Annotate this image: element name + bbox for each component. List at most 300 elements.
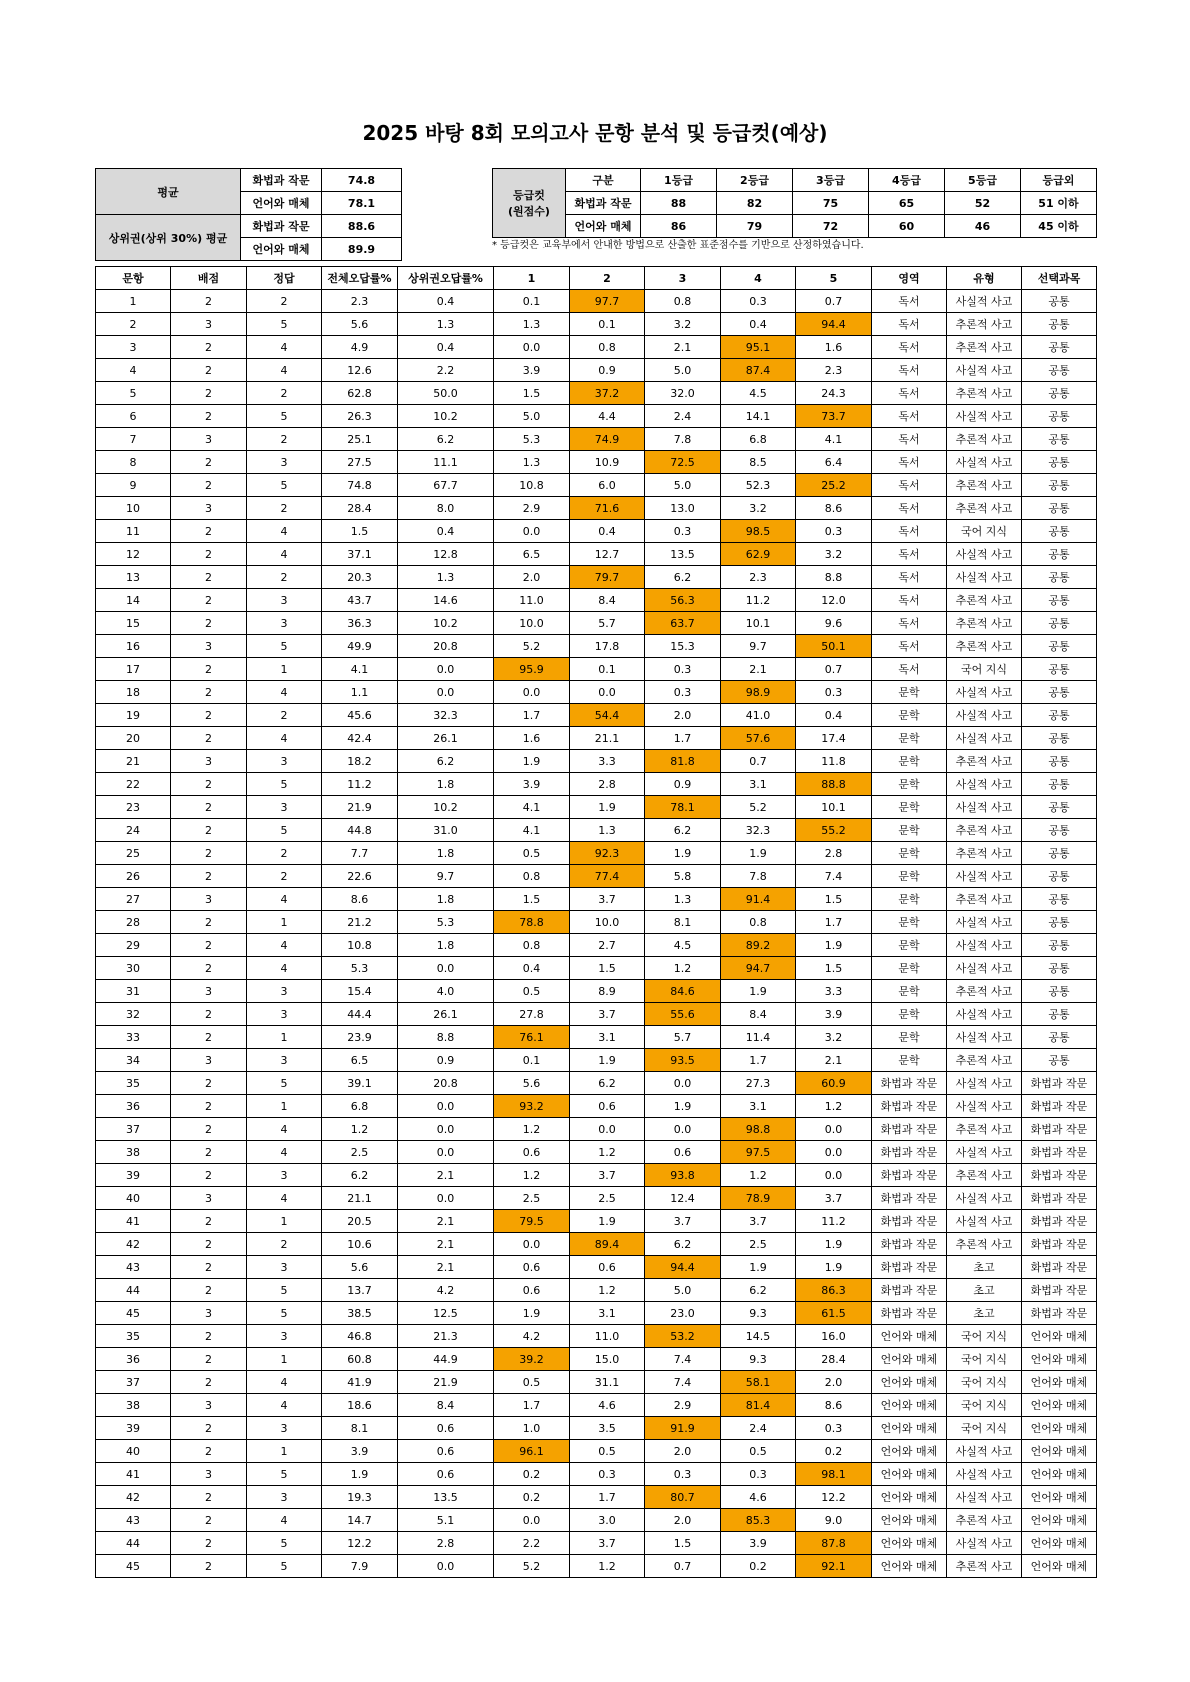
choice-1-rate-cell: 0.8 xyxy=(494,865,570,888)
top-error-rate-cell: 6.2 xyxy=(398,750,494,773)
choice-1-rate-cell: 1.2 xyxy=(494,1164,570,1187)
choice-3-rate-cell: 1.9 xyxy=(645,1095,721,1118)
choice-2-rate-cell: 1.2 xyxy=(570,1141,645,1164)
question-number-cell: 39 xyxy=(96,1164,171,1187)
table-row xyxy=(96,405,1097,428)
top-error-rate-cell: 1.8 xyxy=(398,888,494,911)
top-error-rate-cell: 0.4 xyxy=(398,336,494,359)
choice-4-rate-cell: 32.3 xyxy=(721,819,796,842)
choice-5-rate-cell: 3.7 xyxy=(796,1187,872,1210)
table-row xyxy=(96,1072,1097,1095)
top-error-rate-cell: 0.0 xyxy=(398,681,494,704)
points-cell: 2 xyxy=(171,1210,247,1233)
choice-4-rate-cell: 3.2 xyxy=(721,497,796,520)
question-number-cell: 37 xyxy=(96,1371,171,1394)
choice-2-rate-cell: 0.3 xyxy=(570,1463,645,1486)
answer-cell: 4 xyxy=(247,1394,322,1417)
area-cell: 화법과 작문 xyxy=(872,1302,947,1325)
points-cell: 2 xyxy=(171,1072,247,1095)
top-error-rate-cell: 2.1 xyxy=(398,1233,494,1256)
choice-4-rate-cell: 3.1 xyxy=(721,773,796,796)
elective-cell: 화법과 작문 xyxy=(1022,1095,1097,1118)
top-error-rate-cell: 0.6 xyxy=(398,1463,494,1486)
choice-4-rate-cell: 1.7 xyxy=(721,1049,796,1072)
choice-3-rate-cell: 2.9 xyxy=(645,1394,721,1417)
table-row xyxy=(96,704,1097,727)
top-error-rate-cell: 0.0 xyxy=(398,658,494,681)
overall-error-rate-cell: 1.5 xyxy=(322,520,398,543)
type-cell: 국어 지식 xyxy=(947,520,1022,543)
choice-5-rate-cell: 11.8 xyxy=(796,750,872,773)
elective-cell: 화법과 작문 xyxy=(1022,1210,1097,1233)
grade-cut-cell: 화법과 작문 xyxy=(566,192,641,215)
average-table xyxy=(95,168,402,261)
header-answer: 정답 xyxy=(247,267,322,290)
area-cell: 언어와 매체 xyxy=(872,1509,947,1532)
type-cell: 추론적 사고 xyxy=(947,888,1022,911)
choice-4-rate-cell: 6.2 xyxy=(721,1279,796,1302)
top-error-rate-cell: 0.4 xyxy=(398,290,494,313)
area-cell: 독서 xyxy=(872,658,947,681)
elective-cell: 공통 xyxy=(1022,336,1097,359)
top-average-value: 88.6 xyxy=(322,215,402,238)
question-number-cell: 44 xyxy=(96,1532,171,1555)
top-error-rate-cell: 50.0 xyxy=(398,382,494,405)
choice-1-rate-cell: 1.9 xyxy=(494,750,570,773)
elective-cell: 화법과 작문 xyxy=(1022,1233,1097,1256)
choice-1-rate-cell: 96.1 xyxy=(494,1440,570,1463)
points-cell: 2 xyxy=(171,612,247,635)
points-cell: 3 xyxy=(171,313,247,336)
points-cell: 2 xyxy=(171,1555,247,1578)
choice-4-rate-cell: 0.4 xyxy=(721,313,796,336)
choice-2-rate-cell: 8.9 xyxy=(570,980,645,1003)
elective-cell: 화법과 작문 xyxy=(1022,1256,1097,1279)
answer-cell: 1 xyxy=(247,1348,322,1371)
choice-3-rate-cell: 91.9 xyxy=(645,1417,721,1440)
elective-cell: 화법과 작문 xyxy=(1022,1187,1097,1210)
choice-5-rate-cell: 9.0 xyxy=(796,1509,872,1532)
points-cell: 2 xyxy=(171,1371,247,1394)
choice-2-rate-cell: 21.1 xyxy=(570,727,645,750)
choice-2-rate-cell: 4.6 xyxy=(570,1394,645,1417)
type-cell: 추론적 사고 xyxy=(947,428,1022,451)
choice-1-rate-cell: 1.3 xyxy=(494,313,570,336)
points-cell: 2 xyxy=(171,1256,247,1279)
top-error-rate-cell: 8.4 xyxy=(398,1394,494,1417)
choice-1-rate-cell: 0.5 xyxy=(494,842,570,865)
item-table-header-row xyxy=(96,267,1097,290)
grade-cut-cell: 45 이하 xyxy=(1021,215,1097,238)
table-row xyxy=(96,1256,1097,1279)
choice-3-rate-cell: 13.0 xyxy=(645,497,721,520)
choice-4-rate-cell: 1.2 xyxy=(721,1164,796,1187)
points-cell: 2 xyxy=(171,773,247,796)
area-cell: 문학 xyxy=(872,704,947,727)
points-cell: 2 xyxy=(171,1486,247,1509)
choice-1-rate-cell: 0.0 xyxy=(494,336,570,359)
points-cell: 3 xyxy=(171,980,247,1003)
answer-cell: 2 xyxy=(247,290,322,313)
answer-cell: 4 xyxy=(247,520,322,543)
header-type: 유형 xyxy=(947,267,1022,290)
type-cell: 사실적 사고 xyxy=(947,911,1022,934)
points-cell: 2 xyxy=(171,819,247,842)
overall-error-rate-cell: 42.4 xyxy=(322,727,398,750)
elective-cell: 공통 xyxy=(1022,750,1097,773)
answer-cell: 5 xyxy=(247,474,322,497)
choice-1-rate-cell: 95.9 xyxy=(494,658,570,681)
overall-error-rate-cell: 15.4 xyxy=(322,980,398,1003)
choice-5-rate-cell: 0.0 xyxy=(796,1141,872,1164)
answer-cell: 3 xyxy=(247,750,322,773)
answer-cell: 3 xyxy=(247,612,322,635)
answer-cell: 1 xyxy=(247,1440,322,1463)
area-cell: 언어와 매체 xyxy=(872,1463,947,1486)
area-cell: 독서 xyxy=(872,635,947,658)
overall-error-rate-cell: 49.9 xyxy=(322,635,398,658)
points-cell: 3 xyxy=(171,1463,247,1486)
choice-3-rate-cell: 7.4 xyxy=(645,1348,721,1371)
top-error-rate-cell: 0.6 xyxy=(398,1417,494,1440)
choice-3-rate-cell: 3.2 xyxy=(645,313,721,336)
question-number-cell: 45 xyxy=(96,1555,171,1578)
top-error-rate-cell: 2.1 xyxy=(398,1210,494,1233)
choice-5-rate-cell: 8.6 xyxy=(796,1394,872,1417)
choice-1-rate-cell: 93.2 xyxy=(494,1095,570,1118)
table-row xyxy=(96,290,1097,313)
question-number-cell: 11 xyxy=(96,520,171,543)
answer-cell: 4 xyxy=(247,359,322,382)
question-number-cell: 26 xyxy=(96,865,171,888)
question-number-cell: 21 xyxy=(96,750,171,773)
table-row xyxy=(96,1348,1097,1371)
overall-error-rate-cell: 2.3 xyxy=(322,290,398,313)
overall-error-rate-cell: 23.9 xyxy=(322,1026,398,1049)
top-average-subject: 언어와 매체 xyxy=(241,238,322,261)
type-cell: 사실적 사고 xyxy=(947,773,1022,796)
elective-cell: 공통 xyxy=(1022,635,1097,658)
top-error-rate-cell: 2.2 xyxy=(398,359,494,382)
choice-4-rate-cell: 58.1 xyxy=(721,1371,796,1394)
answer-cell: 4 xyxy=(247,888,322,911)
header-top-error-rate: 상위권오답률% xyxy=(398,267,494,290)
overall-error-rate-cell: 22.6 xyxy=(322,865,398,888)
choice-1-rate-cell: 0.0 xyxy=(494,681,570,704)
choice-4-rate-cell: 0.5 xyxy=(721,1440,796,1463)
answer-cell: 5 xyxy=(247,819,322,842)
area-cell: 언어와 매체 xyxy=(872,1348,947,1371)
choice-5-rate-cell: 2.8 xyxy=(796,842,872,865)
choice-1-rate-cell: 11.0 xyxy=(494,589,570,612)
elective-cell: 공통 xyxy=(1022,520,1097,543)
points-cell: 3 xyxy=(171,635,247,658)
choice-2-rate-cell: 89.4 xyxy=(570,1233,645,1256)
type-cell: 추론적 사고 xyxy=(947,336,1022,359)
type-cell: 국어 지식 xyxy=(947,1348,1022,1371)
type-cell: 추론적 사고 xyxy=(947,497,1022,520)
answer-cell: 4 xyxy=(247,1141,322,1164)
type-cell: 추론적 사고 xyxy=(947,635,1022,658)
choice-4-rate-cell: 57.6 xyxy=(721,727,796,750)
points-cell: 2 xyxy=(171,382,247,405)
table-row xyxy=(96,888,1097,911)
overall-error-rate-cell: 20.5 xyxy=(322,1210,398,1233)
choice-2-rate-cell: 3.7 xyxy=(570,1532,645,1555)
table-row xyxy=(96,612,1097,635)
choice-4-rate-cell: 1.9 xyxy=(721,980,796,1003)
type-cell: 사실적 사고 xyxy=(947,727,1022,750)
question-number-cell: 24 xyxy=(96,819,171,842)
top-error-rate-cell: 12.8 xyxy=(398,543,494,566)
choice-2-rate-cell: 3.3 xyxy=(570,750,645,773)
area-cell: 문학 xyxy=(872,750,947,773)
choice-4-rate-cell: 9.3 xyxy=(721,1348,796,1371)
elective-cell: 화법과 작문 xyxy=(1022,1279,1097,1302)
choice-5-rate-cell: 11.2 xyxy=(796,1210,872,1233)
top-error-rate-cell: 1.3 xyxy=(398,313,494,336)
table-row xyxy=(96,1532,1097,1555)
elective-cell: 언어와 매체 xyxy=(1022,1348,1097,1371)
top-error-rate-cell: 0.0 xyxy=(398,957,494,980)
choice-5-rate-cell: 28.4 xyxy=(796,1348,872,1371)
elective-cell: 공통 xyxy=(1022,865,1097,888)
question-number-cell: 12 xyxy=(96,543,171,566)
answer-cell: 3 xyxy=(247,1486,322,1509)
top-error-rate-cell: 26.1 xyxy=(398,1003,494,1026)
question-number-cell: 29 xyxy=(96,934,171,957)
top-error-rate-cell: 0.0 xyxy=(398,1555,494,1578)
choice-4-rate-cell: 2.1 xyxy=(721,658,796,681)
grade-cut-cell: 46 xyxy=(945,215,1021,238)
answer-cell: 1 xyxy=(247,1095,322,1118)
choice-2-rate-cell: 1.7 xyxy=(570,1486,645,1509)
top-error-rate-cell: 11.1 xyxy=(398,451,494,474)
answer-cell: 5 xyxy=(247,635,322,658)
question-number-cell: 43 xyxy=(96,1256,171,1279)
choice-5-rate-cell: 1.6 xyxy=(796,336,872,359)
answer-cell: 5 xyxy=(247,773,322,796)
overall-error-rate-cell: 45.6 xyxy=(322,704,398,727)
type-cell: 초고 xyxy=(947,1279,1022,1302)
choice-3-rate-cell: 2.0 xyxy=(645,1440,721,1463)
top-error-rate-cell: 9.7 xyxy=(398,865,494,888)
choice-3-rate-cell: 2.1 xyxy=(645,336,721,359)
choice-3-rate-cell: 0.3 xyxy=(645,520,721,543)
grade-cut-cell: 언어와 매체 xyxy=(566,215,641,238)
points-cell: 2 xyxy=(171,865,247,888)
area-cell: 화법과 작문 xyxy=(872,1072,947,1095)
overall-error-rate-cell: 13.7 xyxy=(322,1279,398,1302)
question-number-cell: 38 xyxy=(96,1141,171,1164)
table-row xyxy=(96,382,1097,405)
overall-error-rate-cell: 21.2 xyxy=(322,911,398,934)
answer-cell: 4 xyxy=(247,1118,322,1141)
elective-cell: 공통 xyxy=(1022,681,1097,704)
header-overall-error-rate: 전체오답률% xyxy=(322,267,398,290)
choice-2-rate-cell: 0.1 xyxy=(570,658,645,681)
choice-3-rate-cell: 78.1 xyxy=(645,796,721,819)
choice-5-rate-cell: 16.0 xyxy=(796,1325,872,1348)
type-cell: 사실적 사고 xyxy=(947,934,1022,957)
choice-2-rate-cell: 3.1 xyxy=(570,1026,645,1049)
header-area: 영역 xyxy=(872,267,947,290)
type-cell: 사실적 사고 xyxy=(947,1210,1022,1233)
overall-error-rate-cell: 8.1 xyxy=(322,1417,398,1440)
area-cell: 문학 xyxy=(872,842,947,865)
elective-cell: 언어와 매체 xyxy=(1022,1440,1097,1463)
choice-4-rate-cell: 8.5 xyxy=(721,451,796,474)
overall-error-rate-cell: 21.1 xyxy=(322,1187,398,1210)
choice-4-rate-cell: 98.9 xyxy=(721,681,796,704)
answer-cell: 5 xyxy=(247,1072,322,1095)
type-cell: 국어 지식 xyxy=(947,1417,1022,1440)
choice-3-rate-cell: 5.0 xyxy=(645,474,721,497)
question-number-cell: 10 xyxy=(96,497,171,520)
table-row xyxy=(96,911,1097,934)
answer-cell: 2 xyxy=(247,842,322,865)
table-row xyxy=(96,819,1097,842)
header-points: 배점 xyxy=(171,267,247,290)
area-cell: 독서 xyxy=(872,290,947,313)
area-cell: 문학 xyxy=(872,911,947,934)
question-number-cell: 40 xyxy=(96,1187,171,1210)
choice-4-rate-cell: 11.4 xyxy=(721,1026,796,1049)
choice-1-rate-cell: 27.8 xyxy=(494,1003,570,1026)
top-error-rate-cell: 21.9 xyxy=(398,1371,494,1394)
table-row xyxy=(96,1049,1097,1072)
area-cell: 문학 xyxy=(872,1049,947,1072)
choice-5-rate-cell: 8.6 xyxy=(796,497,872,520)
type-cell: 사실적 사고 xyxy=(947,865,1022,888)
choice-5-rate-cell: 1.9 xyxy=(796,934,872,957)
overall-error-rate-cell: 37.1 xyxy=(322,543,398,566)
choice-3-rate-cell: 5.8 xyxy=(645,865,721,888)
answer-cell: 4 xyxy=(247,934,322,957)
points-cell: 2 xyxy=(171,934,247,957)
top-error-rate-cell: 0.4 xyxy=(398,520,494,543)
choice-4-rate-cell: 11.2 xyxy=(721,589,796,612)
answer-cell: 2 xyxy=(247,428,322,451)
question-number-cell: 22 xyxy=(96,773,171,796)
choice-3-rate-cell: 56.3 xyxy=(645,589,721,612)
elective-cell: 공통 xyxy=(1022,1003,1097,1026)
choice-1-rate-cell: 2.5 xyxy=(494,1187,570,1210)
choice-5-rate-cell: 0.0 xyxy=(796,1164,872,1187)
table-row xyxy=(96,1187,1097,1210)
area-cell: 독서 xyxy=(872,566,947,589)
choice-1-rate-cell: 0.1 xyxy=(494,290,570,313)
choice-4-rate-cell: 85.3 xyxy=(721,1509,796,1532)
choice-2-rate-cell: 11.0 xyxy=(570,1325,645,1348)
elective-cell: 공통 xyxy=(1022,474,1097,497)
choice-4-rate-cell: 7.8 xyxy=(721,865,796,888)
choice-4-rate-cell: 0.3 xyxy=(721,290,796,313)
area-cell: 문학 xyxy=(872,727,947,750)
type-cell: 추론적 사고 xyxy=(947,313,1022,336)
table-row xyxy=(96,566,1097,589)
top-error-rate-cell: 31.0 xyxy=(398,819,494,842)
grade-cut-header-cell: 구분 xyxy=(566,169,641,192)
question-number-cell: 20 xyxy=(96,727,171,750)
choice-1-rate-cell: 0.0 xyxy=(494,1509,570,1532)
answer-cell: 3 xyxy=(247,1325,322,1348)
answer-cell: 4 xyxy=(247,336,322,359)
table-row xyxy=(96,543,1097,566)
overall-error-rate-cell: 41.9 xyxy=(322,1371,398,1394)
choice-5-rate-cell: 86.3 xyxy=(796,1279,872,1302)
top-error-rate-cell: 13.5 xyxy=(398,1486,494,1509)
choice-4-rate-cell: 0.8 xyxy=(721,911,796,934)
type-cell: 추론적 사고 xyxy=(947,474,1022,497)
choice-3-rate-cell: 7.8 xyxy=(645,428,721,451)
question-number-cell: 44 xyxy=(96,1279,171,1302)
answer-cell: 4 xyxy=(247,727,322,750)
area-cell: 화법과 작문 xyxy=(872,1187,947,1210)
choice-4-rate-cell: 98.8 xyxy=(721,1118,796,1141)
overall-error-rate-cell: 39.1 xyxy=(322,1072,398,1095)
elective-cell: 공통 xyxy=(1022,1026,1097,1049)
top-error-rate-cell: 0.0 xyxy=(398,1118,494,1141)
overall-error-rate-cell: 12.6 xyxy=(322,359,398,382)
top-error-rate-cell: 32.3 xyxy=(398,704,494,727)
grade-cut-cell: 51 이하 xyxy=(1021,192,1097,215)
type-cell: 사실적 사고 xyxy=(947,1072,1022,1095)
choice-4-rate-cell: 98.5 xyxy=(721,520,796,543)
answer-cell: 1 xyxy=(247,1210,322,1233)
choice-5-rate-cell: 1.5 xyxy=(796,888,872,911)
points-cell: 2 xyxy=(171,796,247,819)
elective-cell: 공통 xyxy=(1022,934,1097,957)
area-cell: 문학 xyxy=(872,1026,947,1049)
table-row xyxy=(96,451,1097,474)
type-cell: 추론적 사고 xyxy=(947,750,1022,773)
top-error-rate-cell: 10.2 xyxy=(398,796,494,819)
choice-5-rate-cell: 2.3 xyxy=(796,359,872,382)
choice-4-rate-cell: 41.0 xyxy=(721,704,796,727)
answer-cell: 5 xyxy=(247,405,322,428)
type-cell: 사실적 사고 xyxy=(947,1026,1022,1049)
table-row xyxy=(96,1279,1097,1302)
header-choice-2: 2 xyxy=(570,267,645,290)
top-error-rate-cell: 8.8 xyxy=(398,1026,494,1049)
choice-4-rate-cell: 3.1 xyxy=(721,1095,796,1118)
choice-4-rate-cell: 87.4 xyxy=(721,359,796,382)
choice-4-rate-cell: 95.1 xyxy=(721,336,796,359)
choice-2-rate-cell: 8.4 xyxy=(570,589,645,612)
choice-3-rate-cell: 8.1 xyxy=(645,911,721,934)
grade-cut-cell: 60 xyxy=(869,215,945,238)
type-cell: 추론적 사고 xyxy=(947,1049,1022,1072)
choice-4-rate-cell: 14.1 xyxy=(721,405,796,428)
choice-5-rate-cell: 1.7 xyxy=(796,911,872,934)
area-cell: 문학 xyxy=(872,888,947,911)
overall-error-rate-cell: 62.8 xyxy=(322,382,398,405)
choice-3-rate-cell: 6.2 xyxy=(645,566,721,589)
header-choice-5: 5 xyxy=(796,267,872,290)
choice-2-rate-cell: 0.8 xyxy=(570,336,645,359)
overall-error-rate-cell: 10.8 xyxy=(322,934,398,957)
table-row xyxy=(96,497,1097,520)
choice-1-rate-cell: 4.1 xyxy=(494,819,570,842)
question-number-cell: 37 xyxy=(96,1118,171,1141)
grade-cut-cell: 52 xyxy=(945,192,1021,215)
type-cell: 사실적 사고 xyxy=(947,1463,1022,1486)
points-cell: 2 xyxy=(171,1417,247,1440)
question-number-cell: 43 xyxy=(96,1509,171,1532)
choice-1-rate-cell: 0.0 xyxy=(494,1233,570,1256)
type-cell: 추론적 사고 xyxy=(947,382,1022,405)
